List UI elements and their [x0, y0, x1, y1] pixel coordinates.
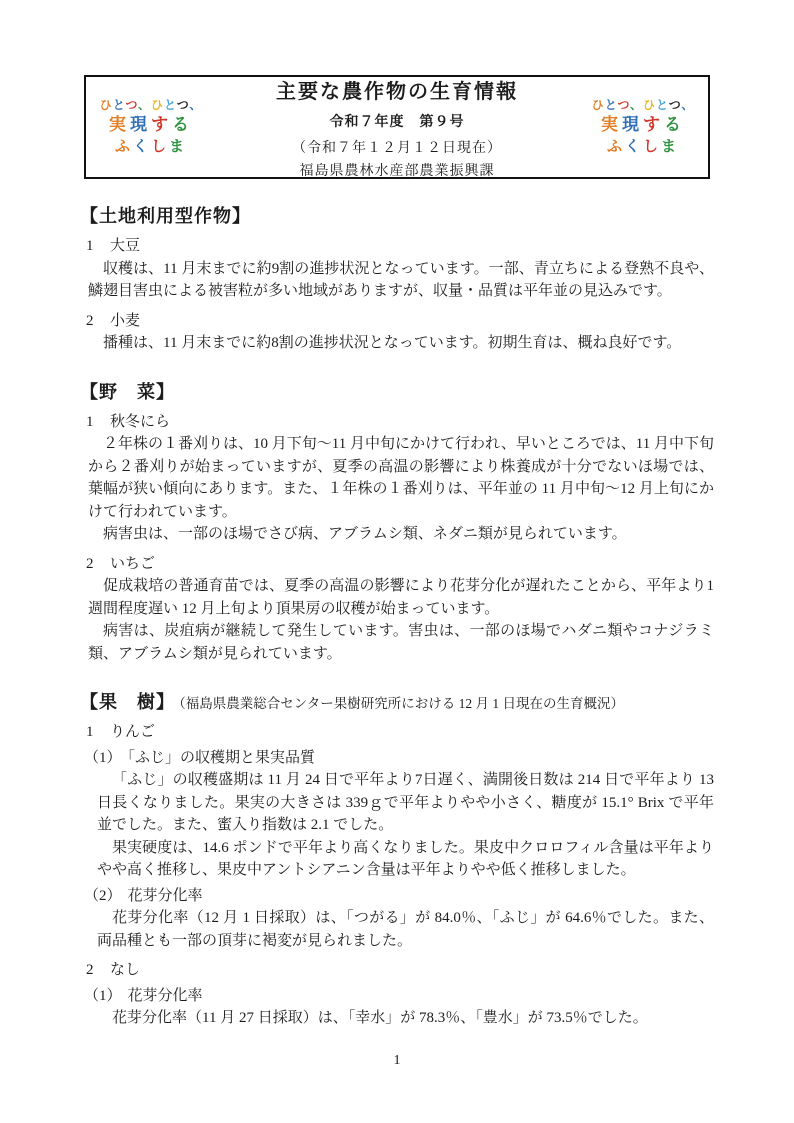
section-heading-row	[80, 688, 714, 714]
paragraph-soybean-1: 収穫は、11 月末までに約9割の進捗状況となっています。一部、青立ちによる登熟不良や、鱗翅目害虫による被害粒が多い地域がありますが、収量・品質は平年並の見込みです。	[88, 260, 714, 299]
subitem-apple-flower-bud	[80, 885, 714, 908]
item-title: なし	[110, 962, 141, 978]
paragraph-pear-flower-bud-1: 花芽分化率（11 月 27 日採取）は、「幸水」が 78.3％、「豊水」が 73.5％でした。	[112, 1010, 648, 1026]
item-title: 大豆	[110, 238, 141, 254]
logo-line-2: 実現する	[109, 114, 193, 135]
logo-line-1: ひとつ、ひとつ、	[591, 98, 695, 113]
issue-number: 令和７年度 第９号	[329, 112, 465, 129]
item-apple	[80, 721, 714, 744]
item-number: 2	[86, 962, 94, 978]
page-footer	[0, 1053, 794, 1069]
publisher-name: 福島県農林水産部農業振興課	[299, 163, 495, 179]
item-number: 2	[86, 312, 94, 329]
document-title: 主要な農作物の生育情報	[276, 80, 518, 103]
section-heading-note: （福島県農業総合センター果樹研究所における 12 月 1 日現在の生育概況）	[179, 696, 624, 711]
item-number: 1	[86, 724, 94, 740]
subitem-title: 花芽分化率	[127, 887, 203, 904]
as-of-date: （令和７年１２月１２日現在）	[292, 140, 502, 156]
section-heading: 【土地利用型作物】	[80, 206, 251, 226]
logo-line-2: 実現する	[601, 114, 685, 135]
paragraph-strawberry-1: 促成栽培の普通育苗では、夏季の高温の影響により花芽分化が遅れたことから、平年より1週間程度遅い 12 月上旬より頂果房の収穫が始まっています。	[88, 578, 714, 617]
item-title: りんご	[110, 724, 156, 740]
item-number: 1	[86, 413, 94, 430]
fukushima-logo-left	[92, 97, 210, 156]
item-title: いちご	[110, 555, 156, 572]
masthead	[84, 75, 710, 179]
section-land-use-crops	[80, 202, 714, 355]
item-autumn-winter-chives	[80, 411, 714, 434]
item-wheat	[80, 310, 714, 333]
paragraph-chives-1: ２年株の１番刈りは、10 月下旬～11 月中旬にかけて行われ、早いところでは、11 月中下旬から２番刈りが始まっていますが、夏季の高温の影響により株養成が十分でないほ場では、葉幅が狭い傾向にあります。また、１年株の１番刈りは、平年並の 11 月中旬～12 月上旬にかけて行われています。	[88, 436, 714, 520]
item-soybean	[80, 235, 714, 258]
item-number: 2	[86, 555, 94, 572]
item-pear	[80, 959, 714, 982]
section-fruit-trees	[80, 688, 714, 1030]
paragraph-strawberry-2: 病害は、炭疽病が継続して発生しています。害虫は、一部のほ場でハダニ類やコナジラミ類、アブラムシ類が見られています。	[88, 623, 714, 662]
subitem-title: 「ふじ」の収穫期と果実品質	[127, 749, 316, 766]
section-heading: 【果 樹】	[80, 692, 175, 712]
subitem-label: （1）	[84, 749, 122, 766]
section-vegetables	[80, 378, 714, 666]
subitem-label: （2）	[84, 887, 122, 904]
page-number: 1	[393, 1053, 401, 1068]
paragraph-apple-fuji-2: 果実硬度は、14.6 ポンドで平年より高くなりました。果皮中クロロフィル含量は平年よりやや高く推移し、果皮中アントシアニン含量は平年よりやや低く推移しました。	[97, 839, 714, 878]
item-number: 1	[86, 238, 94, 254]
subitem-apple-harvest-quality	[80, 747, 714, 770]
paragraph-wheat-1: 播種は、11 月末までに約8割の進捗状況となっています。初期生育は、概ね良好です。	[103, 335, 682, 351]
masthead-center	[210, 75, 584, 180]
subitem-pear-flower-bud	[80, 985, 714, 1008]
paragraph-apple-fuji-1: 「ふじ」の収穫盛期は 11 月 24 日で平年より7日遅く、満開後日数は 214 日で平年より 13 日長くなりました。果実の大きさは 339ｇで平年よりやや小さく、糖度が 15.1° Brix で平年並でした。また、蜜入り指数は 2.1 でした。	[97, 772, 714, 833]
logo-line-3: ふくしま	[114, 137, 188, 156]
paragraph-apple-flower-bud-1: 花芽分化率（12 月 1 日採取）は、「つがる」が 84.0％、「ふじ」が 64.6％でした。また、両品種とも一部の頂芽に褐変が見られました。	[97, 910, 714, 949]
item-strawberry	[80, 553, 714, 576]
logo-line-1: ひとつ、ひとつ、	[99, 98, 203, 113]
item-title: 小麦	[110, 312, 141, 329]
subitem-label: （1）	[84, 987, 122, 1004]
paragraph-chives-2: 病害虫は、一部のほ場でさび病、アブラムシ類、ネダニ類が見られています。	[103, 526, 627, 542]
section-heading: 【野 菜】	[80, 381, 175, 402]
subitem-title: 花芽分化率	[127, 987, 203, 1004]
fukushima-logo-right	[584, 97, 702, 156]
logo-line-3: ふくしま	[606, 137, 680, 156]
item-title: 秋冬にら	[110, 413, 171, 430]
